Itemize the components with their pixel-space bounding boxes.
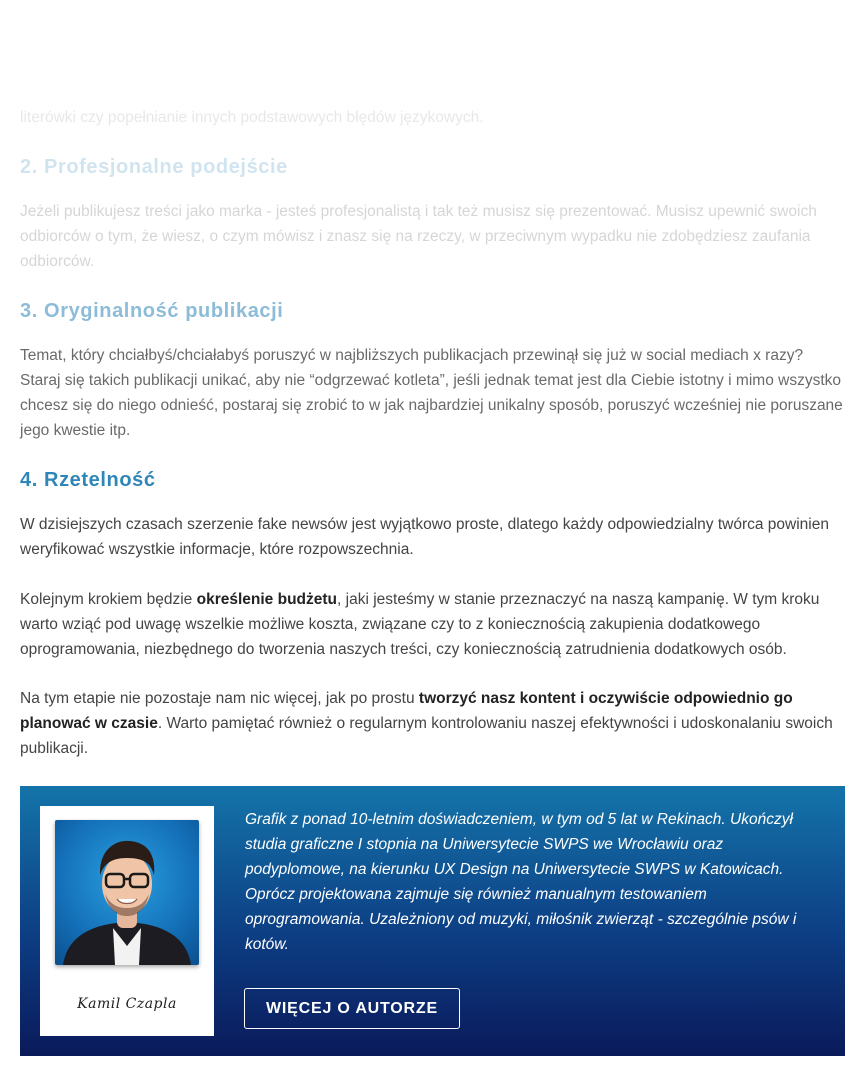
- section-heading-professional: 2. Profesjonalne podejście: [20, 156, 288, 178]
- final-text-after: . Warto pamiętać również o regularnym kontrolowaniu naszej efektywności i udoskonalaniu swoich publikacji.: [20, 715, 833, 757]
- final-paragraph: [20, 686, 845, 761]
- intro-tail-text: literówki czy popełnianie innych podstawowych błędów językowych.: [20, 109, 484, 126]
- budget-text-bold: określenie budżetu: [196, 591, 338, 608]
- section-body-originality: Temat, który chciałbyś/chciałabyś poruszyć w najbliższych publikacjach przewinął się już w social mediach x razy? Staraj się takich publikacji unikać, aby nie “odgrzewać kotleta”, jeśli jednak temat jest dla Ciebie istotny i mimo wszystko chcesz się do niego odnieść, postaraj się zrobić to w jak najbardziej unikalny sposób, poruszyć wcześniej nie poruszane jego kwestie itp.: [20, 347, 843, 439]
- section-body-professional: Jeżeli publikujesz treści jako marka - jesteś profesjonalistą i tak też musisz się prezentować. Musisz upewnić swoich odbiorców o tym, że wiesz, o czym mówisz i znasz się na rzeczy, w przeciwnym wypadku nie zdobędziesz zaufania odbiorców.: [20, 203, 817, 270]
- final-text-bold: tworzyć nasz kontent i oczywiście odpowiednio go planować w czasie: [20, 690, 793, 732]
- budget-text-after: , jaki jesteśmy w stanie przeznaczyć na naszą kampanię. W tym kroku warto wziąć pod uwagę wszelkie możliwe koszta, związane czy to z koniecznością zakupienia dodatkowego oprogramowania, niezbędnego do tworzenia naszych treści, czy koniecznością zatrudnienia dodatkowych osób.: [20, 591, 820, 658]
- section-heading-reliability: 4. Rzetelność: [20, 469, 156, 491]
- section-heading-originality: 3. Oryginalność publikacji: [20, 300, 284, 322]
- budget-paragraph: [20, 587, 845, 662]
- author-bio: Grafik z ponad 10-letnim doświadczeniem, w tym od 5 lat w Rekinach. Ukończył studia graficzne I stopnia na Uniwersytecie SWPS we Wrocławiu oraz podyplomowe, na kierunku UX Design na Uniwersytecie SWPS w Katowicach. Oprócz projektowana zajmuje się również manualnym testowaniem oprogramowania. Uzależniony od muzyki, miłośnik zwierząt - szczególnie psów i kotów.: [245, 811, 797, 953]
- author-photo: [55, 820, 199, 965]
- budget-text-before: Kolejnym krokiem będzie: [20, 591, 197, 608]
- author-portrait-illustration: [55, 820, 199, 965]
- section-body-reliability: W dzisiejszych czasach szerzenie fake newsów jest wyjątkowo proste, dlatego każdy odpowiedzialny twórca powinien weryfikować wszystkie informacje, które rozpowszechnia.: [20, 516, 829, 558]
- author-box: [20, 786, 845, 1056]
- author-card: [40, 806, 214, 1036]
- author-signature: Kamil Czapla: [77, 996, 177, 1012]
- final-text-before: Na tym etapie nie pozostaje nam nic więcej, jak po prostu: [20, 690, 419, 707]
- more-about-author-button[interactable]: WIĘCEJ O AUTORZE: [244, 988, 460, 1029]
